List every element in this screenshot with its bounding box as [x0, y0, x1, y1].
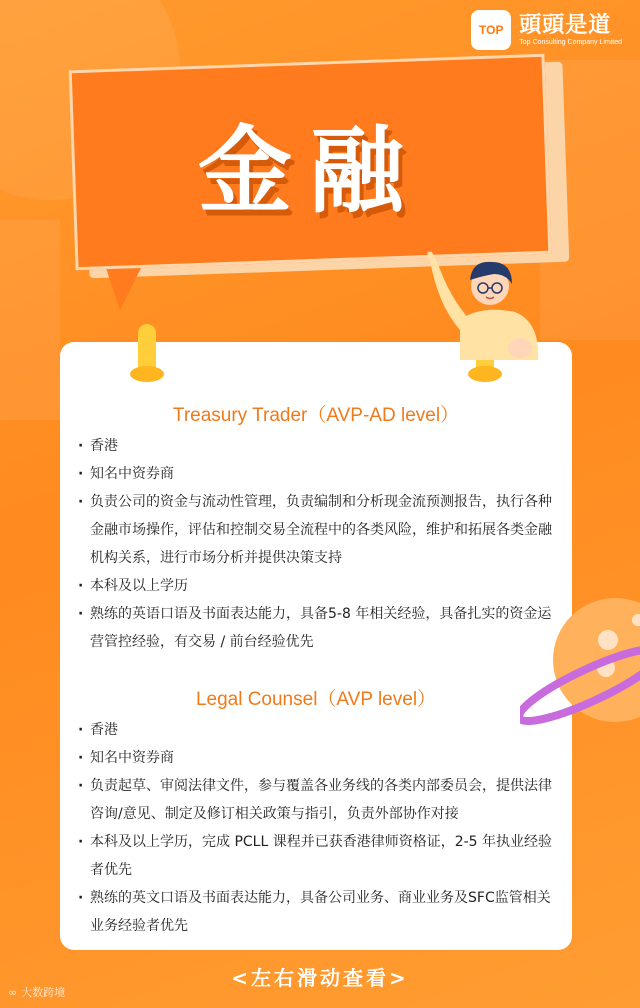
page-title: 金融	[197, 116, 422, 226]
brand-logo	[471, 10, 622, 50]
job-title-1: Treasury Trader（AVP-AD level）	[172, 405, 460, 426]
list-item: · 熟练的英文口语及书面表达能力，具备公司业务、商业业务及SFC监管相关业务经验者优先	[76, 884, 562, 940]
list-item: · 熟练的英语口语及书面表达能力，具备5-8 年相关经验，具备扎实的资金运营管控经验，有交易 / 前台经验优先	[76, 600, 562, 656]
watermark	[8, 984, 65, 1000]
watermark-text: 大数跨境	[21, 986, 66, 999]
list-item: · 负责起草、审阅法律文件，参与覆盖各业务线的各类内部委员会，提供法律咨询/意见、制定及修订相关政策与指引，负责外部协作对接	[76, 772, 562, 828]
logo-badge: TOP	[471, 10, 511, 50]
job-1-requirements	[76, 432, 562, 656]
list-item: · 知名中资券商	[76, 744, 562, 772]
title-bubble	[69, 54, 552, 270]
watermark-icon: ∞	[8, 985, 18, 999]
list-item: · 香港	[76, 432, 562, 460]
list-item: · 知名中资券商	[76, 460, 562, 488]
list-item: · 负责公司的资金与流动性管理，负责编制和分析现金流预测报告，执行各种金融市场操作，评估和控制交易全流程中的各类风险，维护和拓展各类金融机构关系，进行市场分析并提供决策支持	[76, 488, 562, 572]
card-pin-left	[138, 324, 156, 376]
logo-name-en: Top Consulting Company Limited	[519, 38, 622, 46]
list-item: · 香港	[76, 716, 562, 744]
logo-text	[519, 14, 622, 47]
job-card	[60, 342, 572, 950]
list-item: · 本科及以上学历	[76, 572, 562, 600]
planet-illustration	[520, 590, 640, 740]
character-illustration	[420, 250, 550, 370]
logo-name-cn: 頭頭是道	[519, 12, 612, 38]
bg-building-left	[0, 220, 60, 420]
swipe-hint: <左右滑动查看>	[231, 966, 409, 990]
list-item: · 本科及以上学历，完成 PCLL 课程并已获香港律师资格证，2-5 年执业经验者优先	[76, 828, 562, 884]
job-2-requirements	[76, 716, 562, 940]
job-title-2: Legal Counsel（AVP level）	[195, 689, 437, 710]
